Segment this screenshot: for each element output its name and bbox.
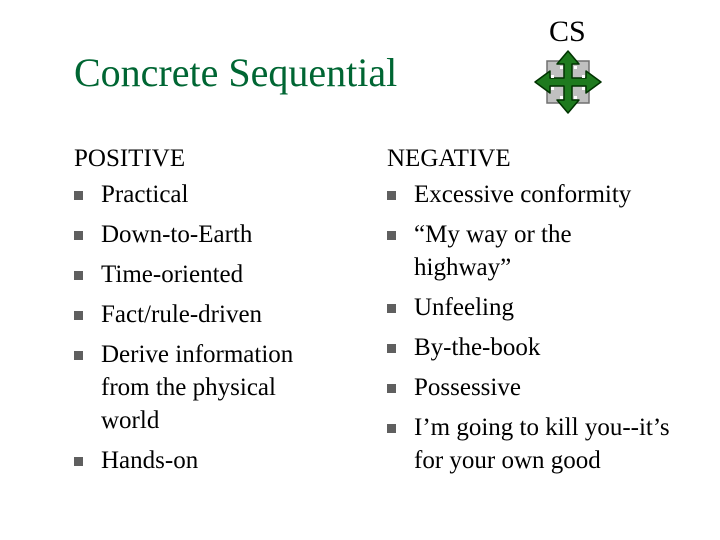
list-item-text: Excessive conformity: [414, 181, 632, 208]
move-arrows-icon: [530, 50, 606, 114]
list-item: [387, 331, 687, 364]
bullet-icon: [74, 311, 83, 320]
bullet-icon: [387, 231, 396, 240]
list-item-text: Unfeeling: [414, 294, 514, 321]
list-item: [74, 444, 334, 477]
list-item: [387, 371, 687, 404]
positive-list: [74, 178, 334, 477]
list-item-text: Down-to-Earth: [101, 221, 253, 248]
slide-title: Concrete Sequential: [74, 50, 398, 95]
list-item-text: By-the-book: [414, 334, 541, 361]
bullet-icon: [74, 231, 83, 240]
bullet-icon: [387, 424, 396, 433]
list-item-text: Hands-on: [101, 447, 199, 474]
list-item-text: Fact/rule-driven: [101, 301, 263, 328]
list-item-text: Time-oriented: [101, 261, 244, 288]
bullet-icon: [387, 304, 396, 313]
negative-heading: NEGATIVE: [387, 145, 511, 172]
list-item: [74, 298, 334, 331]
bullet-icon: [74, 351, 83, 360]
bullet-icon: [387, 344, 396, 353]
positive-column: [74, 140, 334, 484]
list-item-text: I’m going to kill you--it’s for your own good: [414, 414, 670, 474]
cs-badge-label: CS: [549, 15, 586, 48]
list-item-text: “My way or the highway”: [414, 221, 572, 281]
list-item-text: Practical: [101, 181, 189, 208]
bullet-icon: [387, 384, 396, 393]
bullet-icon: [74, 191, 83, 200]
list-item: [387, 178, 687, 211]
bullet-icon: [387, 191, 396, 200]
list-item: [74, 178, 334, 211]
negative-list: [387, 178, 687, 477]
bullet-icon: [74, 271, 83, 280]
list-item: [74, 338, 323, 437]
bullet-icon: [74, 457, 83, 466]
list-item: [387, 411, 684, 477]
list-item: [387, 291, 687, 324]
list-item: [74, 218, 334, 251]
list-item: [387, 218, 624, 284]
list-item-text: Possessive: [414, 374, 521, 401]
positive-heading: POSITIVE: [74, 145, 186, 172]
list-item-text: Derive information from the physical world: [101, 341, 294, 434]
negative-column: [387, 140, 687, 484]
list-item: [74, 258, 334, 291]
